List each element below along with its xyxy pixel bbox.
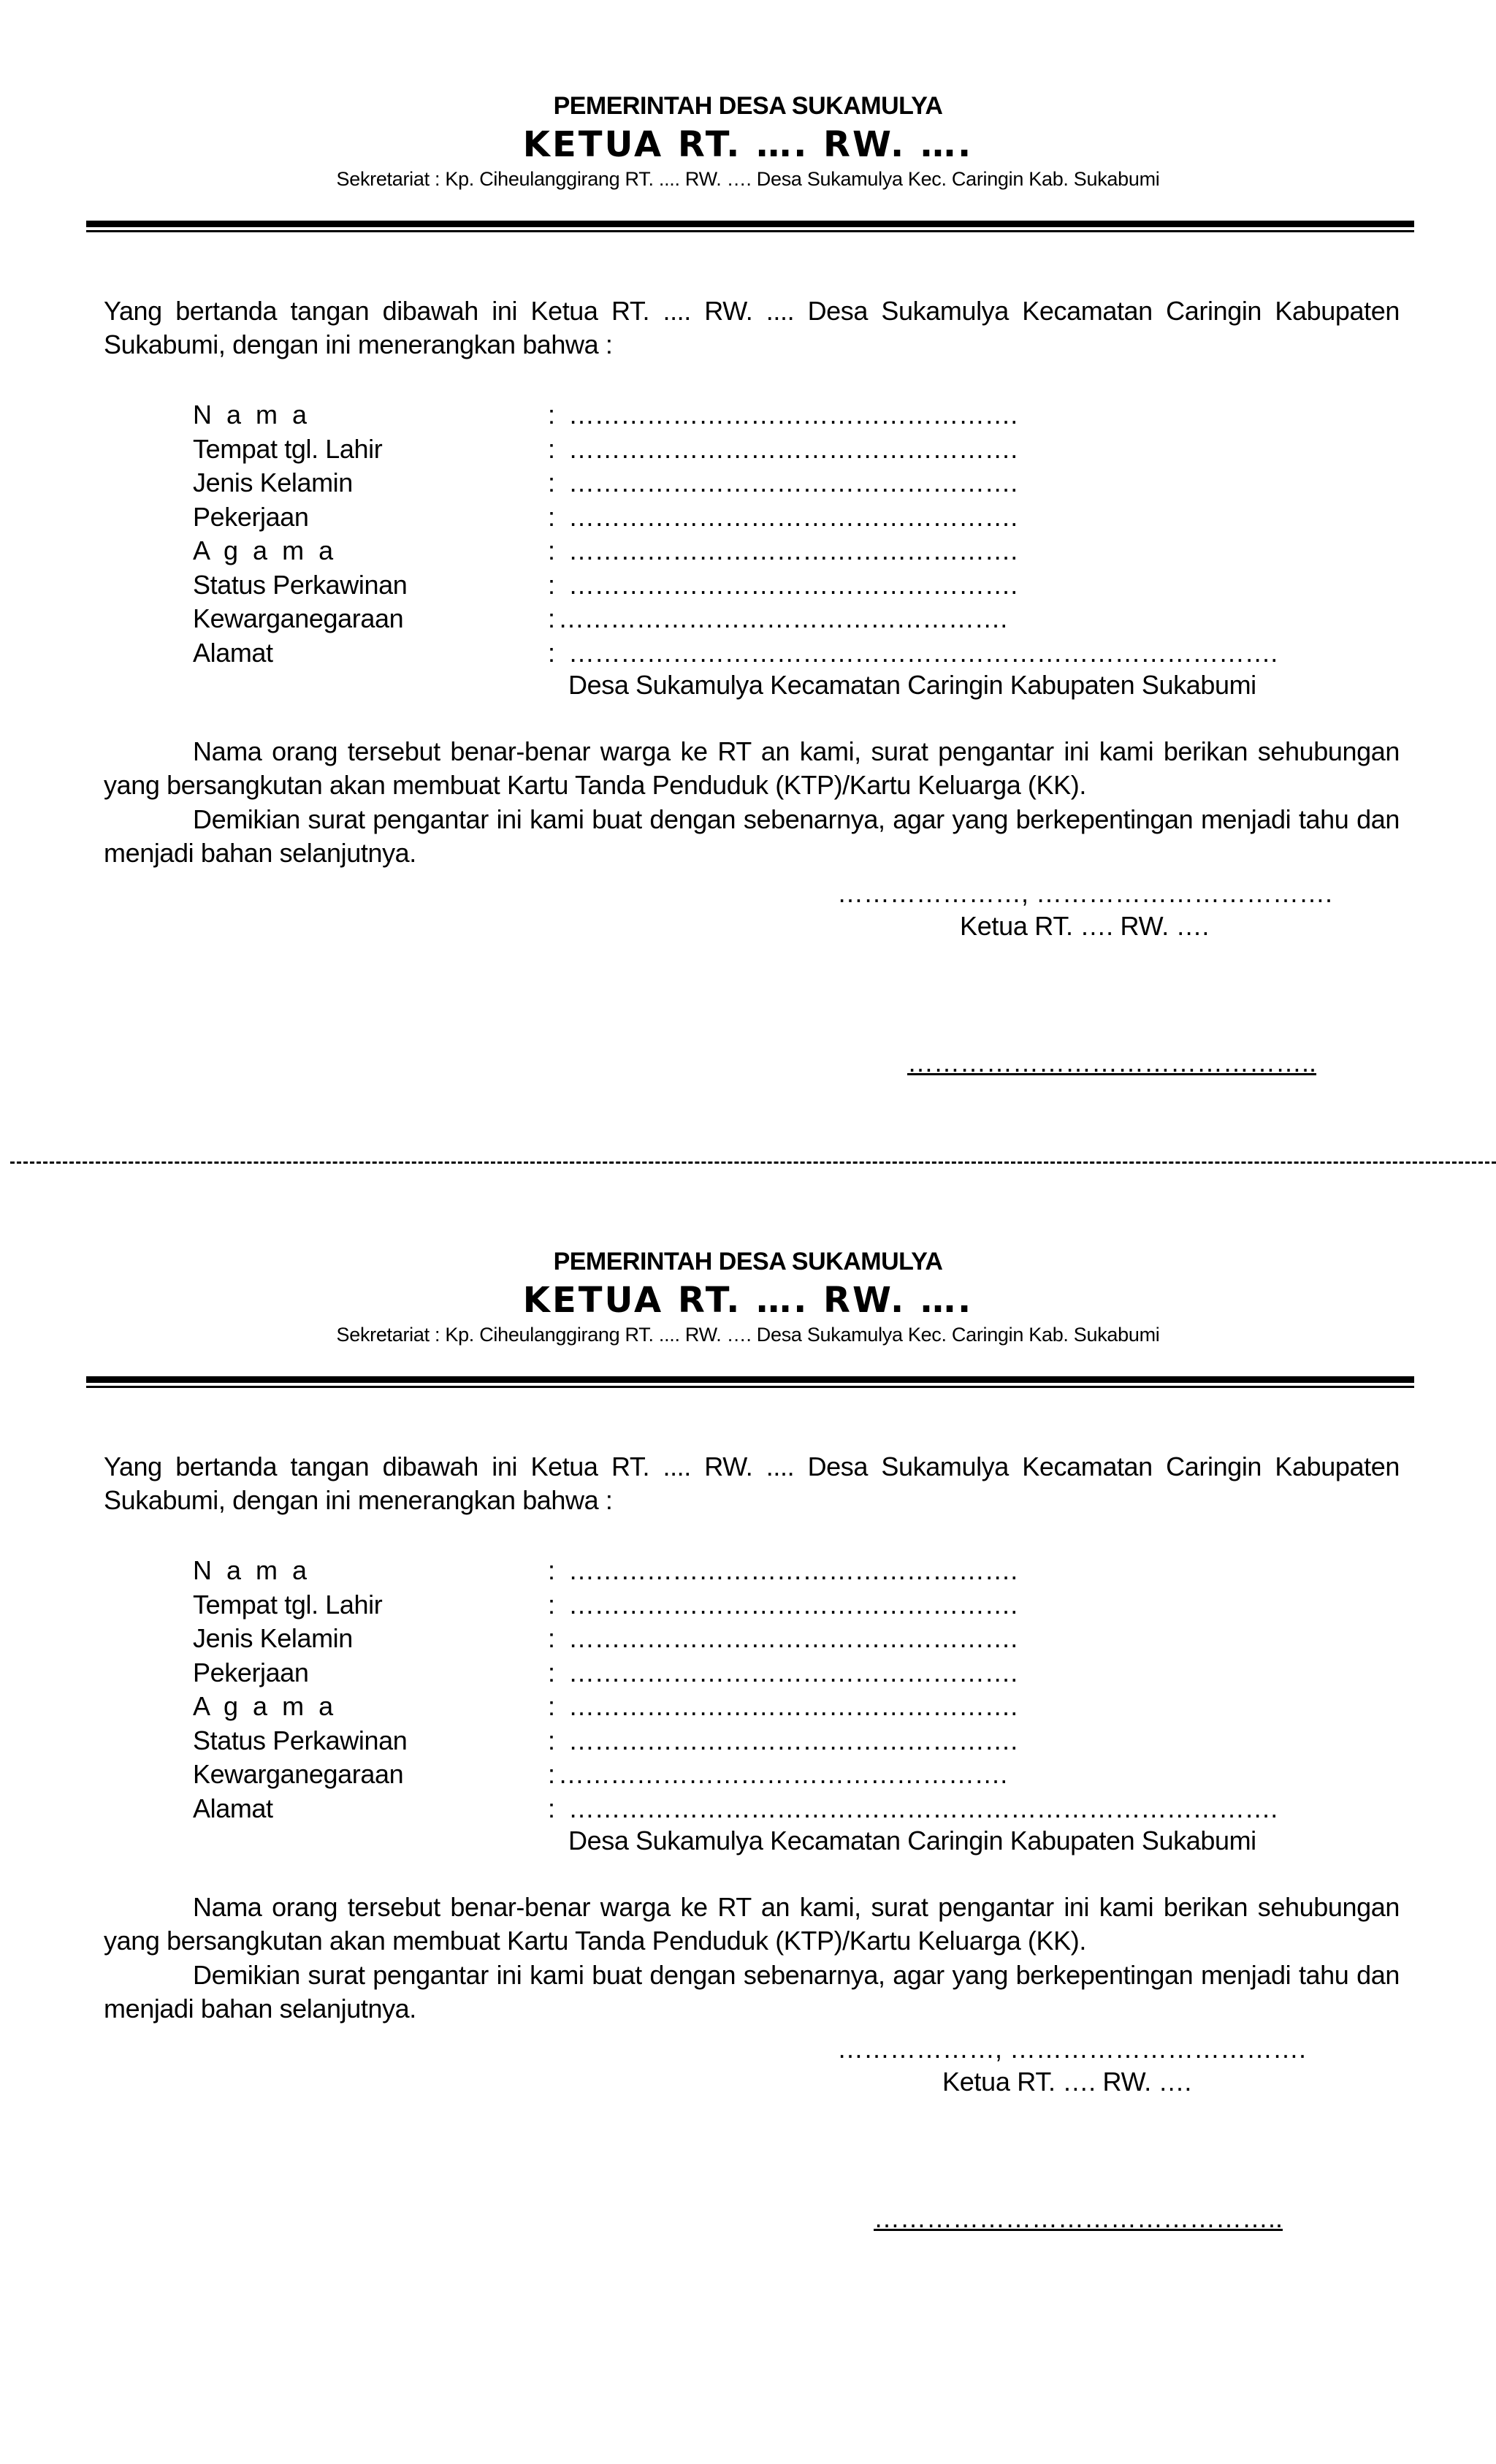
field-label: Pekerjaan <box>193 1657 309 1687</box>
government-heading: PEMERINTAH DESA SUKAMULYA <box>553 1248 943 1275</box>
secretariat-address: Sekretariat : Kp. Ciheulanggirang RT. .... RW. …. Desa Sukamulya Kec. Caringin Kab. Sukabumi <box>336 1324 1160 1346</box>
field-row-agama <box>193 534 1289 568</box>
header-rule-thick <box>86 1376 1414 1383</box>
field-colon: : <box>548 1623 555 1653</box>
field-label: Pekerjaan <box>193 501 309 532</box>
field-colon: : <box>548 1691 555 1721</box>
field-label: A g a m a <box>193 535 337 565</box>
field-row-tempat-tgl-lahir <box>193 1588 1289 1622</box>
field-label: Jenis Kelamin <box>193 468 353 497</box>
field-label: Kewarganegaraan <box>193 603 404 633</box>
field-blank: ……………………………………………. <box>568 569 1018 600</box>
field-colon: : <box>548 1657 555 1687</box>
field-blank: ……………………………………………. <box>568 501 1018 532</box>
field-colon: : <box>548 1555 555 1585</box>
field-row-tempat-tgl-lahir <box>193 432 1289 467</box>
field-blank: ……………………………………………. <box>568 1657 1018 1687</box>
field-colon: : <box>548 468 555 497</box>
field-row-alamat <box>193 1792 1289 1826</box>
field-row-jenis-kelamin <box>193 1622 1289 1656</box>
field-colon: : <box>548 433 555 464</box>
address-line-2: Desa Sukamulya Kecamatan Caringin Kabupaten Sukabumi <box>568 1826 1256 1855</box>
field-row-status-perkawinan <box>193 568 1289 603</box>
signature-place-date: ………………, ……………………………. <box>837 2034 1307 2064</box>
intro-paragraph: Yang bertanda tangan dibawah ini Ketua RT. .... RW. .... Desa Sukamulya Kecamatan Caringin Kabupaten Sukabumi, dengan ini menerangkan bahwa : <box>104 296 1400 359</box>
field-label: Alamat <box>193 637 273 668</box>
field-label: N a m a <box>193 1555 311 1585</box>
header-rule-thin <box>86 230 1414 232</box>
field-label: Status Perkawinan <box>193 569 408 600</box>
field-label: A g a m a <box>193 1691 337 1721</box>
field-label: Alamat <box>193 1793 273 1823</box>
field-colon: : <box>548 1725 555 1755</box>
identity-fields <box>193 398 1289 670</box>
field-colon: : <box>548 1589 555 1620</box>
field-row-nama <box>193 1554 1289 1588</box>
field-row-pekerjaan <box>193 1656 1289 1690</box>
field-blank: ……………………………………………. <box>558 603 1007 633</box>
field-blank: ………………………………………………………………………. <box>568 637 1278 668</box>
field-label: Jenis Kelamin <box>193 1623 353 1653</box>
field-blank: ……………………………………………. <box>568 1691 1018 1721</box>
field-label: Tempat tgl. Lahir <box>193 1589 383 1620</box>
field-row-status-perkawinan <box>193 1724 1289 1758</box>
field-row-jenis-kelamin <box>193 466 1289 500</box>
field-row-alamat <box>193 636 1289 671</box>
signature-name-line: ……………………………………….. <box>907 1048 1317 1077</box>
field-row-kewarganegaraan <box>193 602 1289 636</box>
cut-line-divider <box>10 1162 1496 1164</box>
field-row-agama <box>193 1690 1289 1724</box>
field-blank: ……………………………………………. <box>568 468 1018 497</box>
field-blank: ……………………………………………. <box>568 400 1018 430</box>
field-label: Kewarganegaraan <box>193 1759 404 1789</box>
field-row-nama <box>193 398 1289 432</box>
field-blank: ……………………………………………. <box>568 535 1018 565</box>
header-rule-thin <box>86 1386 1414 1388</box>
statement-paragraph: Nama orang tersebut benar-benar warga ke RT an kami, surat pengantar ini kami berikan sehubungan yang bersangkutan akan membuat Kartu Tanda Penduduk (KTP)/Kartu Keluarga (KK). <box>104 736 1400 800</box>
field-label: Status Perkawinan <box>193 1725 408 1755</box>
field-blank: ……………………………………………. <box>568 1623 1018 1653</box>
field-blank: ………………………………………………………………………. <box>568 1793 1278 1823</box>
field-label: N a m a <box>193 400 311 430</box>
secretariat-address: Sekretariat : Kp. Ciheulanggirang RT. .... RW. …. Desa Sukamulya Kec. Caringin Kab. Sukabumi <box>336 168 1160 190</box>
field-blank: ……………………………………………. <box>568 1589 1018 1620</box>
field-colon: : <box>548 637 555 668</box>
field-label: Tempat tgl. Lahir <box>193 433 383 464</box>
field-colon: : <box>548 603 555 633</box>
closing-paragraph: Demikian surat pengantar ini kami buat dengan sebenarnya, agar yang berkepentingan menjadi tahu dan menjadi bahan selanjutnya. <box>104 804 1400 868</box>
field-blank: ……………………………………………. <box>568 1555 1018 1585</box>
field-row-kewarganegaraan <box>193 1758 1289 1792</box>
office-heading: KETUA RT. …. RW. …. <box>522 1280 974 1321</box>
field-colon: : <box>548 1793 555 1823</box>
signature-place-date: …………………, ……………………………. <box>837 878 1333 908</box>
field-colon: : <box>548 501 555 532</box>
field-blank: ……………………………………………. <box>558 1759 1007 1789</box>
signature-title: Ketua RT. …. RW. …. <box>942 2067 1192 2097</box>
address-line-2: Desa Sukamulya Kecamatan Caringin Kabupaten Sukabumi <box>568 670 1256 700</box>
closing-paragraph: Demikian surat pengantar ini kami buat dengan sebenarnya, agar yang berkepentingan menjadi tahu dan menjadi bahan selanjutnya. <box>104 1960 1400 2024</box>
government-heading: PEMERINTAH DESA SUKAMULYA <box>553 92 943 120</box>
office-heading: KETUA RT. …. RW. …. <box>522 124 974 165</box>
field-colon: : <box>548 569 555 600</box>
field-colon: : <box>548 535 555 565</box>
intro-paragraph: Yang bertanda tangan dibawah ini Ketua RT. .... RW. .... Desa Sukamulya Kecamatan Caringin Kabupaten Sukabumi, dengan ini menerangkan bahwa : <box>104 1452 1400 1515</box>
statement-paragraph: Nama orang tersebut benar-benar warga ke RT an kami, surat pengantar ini kami berikan sehubungan yang bersangkutan akan membuat Kartu Tanda Penduduk (KTP)/Kartu Keluarga (KK). <box>104 1892 1400 1956</box>
field-colon: : <box>548 400 555 430</box>
identity-fields <box>193 1554 1289 1826</box>
field-row-pekerjaan <box>193 500 1289 535</box>
signature-title: Ketua RT. …. RW. …. <box>960 911 1210 941</box>
field-colon: : <box>548 1759 555 1789</box>
signature-name-line: ……………………………………….. <box>874 2203 1283 2233</box>
field-blank: ……………………………………………. <box>568 433 1018 464</box>
field-blank: ……………………………………………. <box>568 1725 1018 1755</box>
header-rule-thick <box>86 221 1414 227</box>
